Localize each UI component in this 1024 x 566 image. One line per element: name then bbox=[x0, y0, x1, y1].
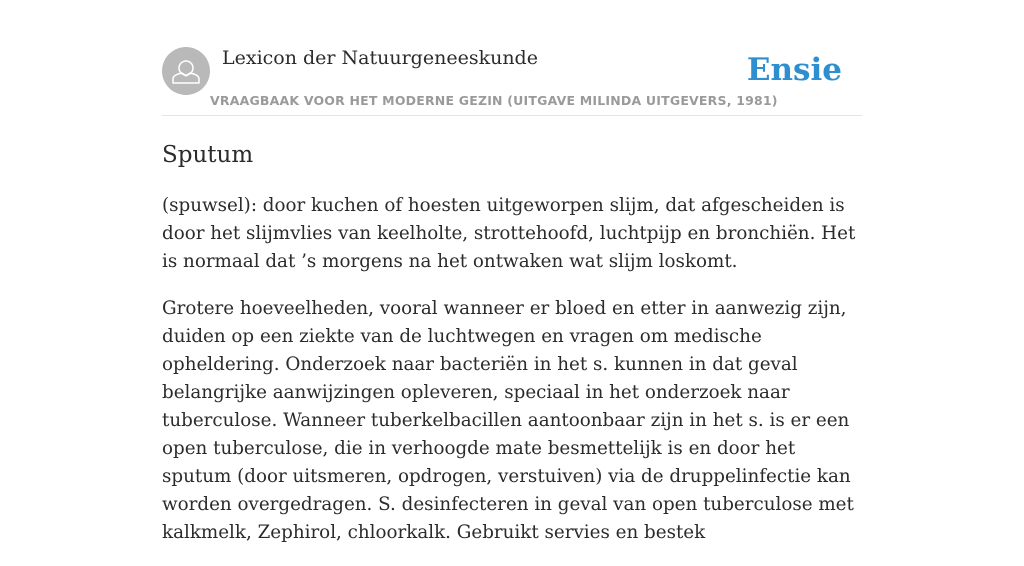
user-placeholder-icon bbox=[162, 47, 210, 95]
entry-paragraph: (spuwsel): door kuchen of hoesten uitgeworpen slijm, dat afgescheiden is door het slijmvlies van keelholte, strottehoofd, luchtpijp en bronchiën. Het is normaal dat ’s morgens na het ontwaken wat slijm loskomt. bbox=[162, 195, 856, 272]
lexicon-avatar[interactable] bbox=[162, 47, 210, 95]
lexicon-title[interactable]: Lexicon der Natuurgeneeskunde bbox=[222, 47, 538, 69]
entry-title: Sputum bbox=[162, 142, 254, 168]
content-container bbox=[162, 0, 862, 543]
lexicon-header bbox=[162, 0, 862, 116]
entry-paragraph: Grotere hoeveelheden, vooral wanneer er bloed en etter in aanwezig zijn, duiden op een ziekte van de luchtwegen en vragen om medische opheldering. Onderzoek naar bacteriën in het s. kunnen in dat geval belangrijke aanwijzingen opleveren, speciaal in het onderzoek naar tuberculose. Wanneer tuberkelbacillen aantoonbaar zijn in het s. is er een open tuberculose, die in verhoogde mate besmettelijk is en door het sputum (door uitsmeren, opdrogen, verstuiven) via de druppelinfectie kan worden overgedragen. S. desinfecteren in geval van open tuberculose met kalkmelk, Zephirol, chloorkalk. Gebruikt servies en bestek bbox=[162, 298, 854, 543]
brand-logo[interactable]: Ensie bbox=[746, 52, 842, 88]
entry-body bbox=[162, 192, 864, 566]
lexicon-subtitle: VRAAGBAAK VOOR HET MODERNE GEZIN (UITGAVE MILINDA UITGEVERS, 1981) bbox=[210, 93, 778, 108]
